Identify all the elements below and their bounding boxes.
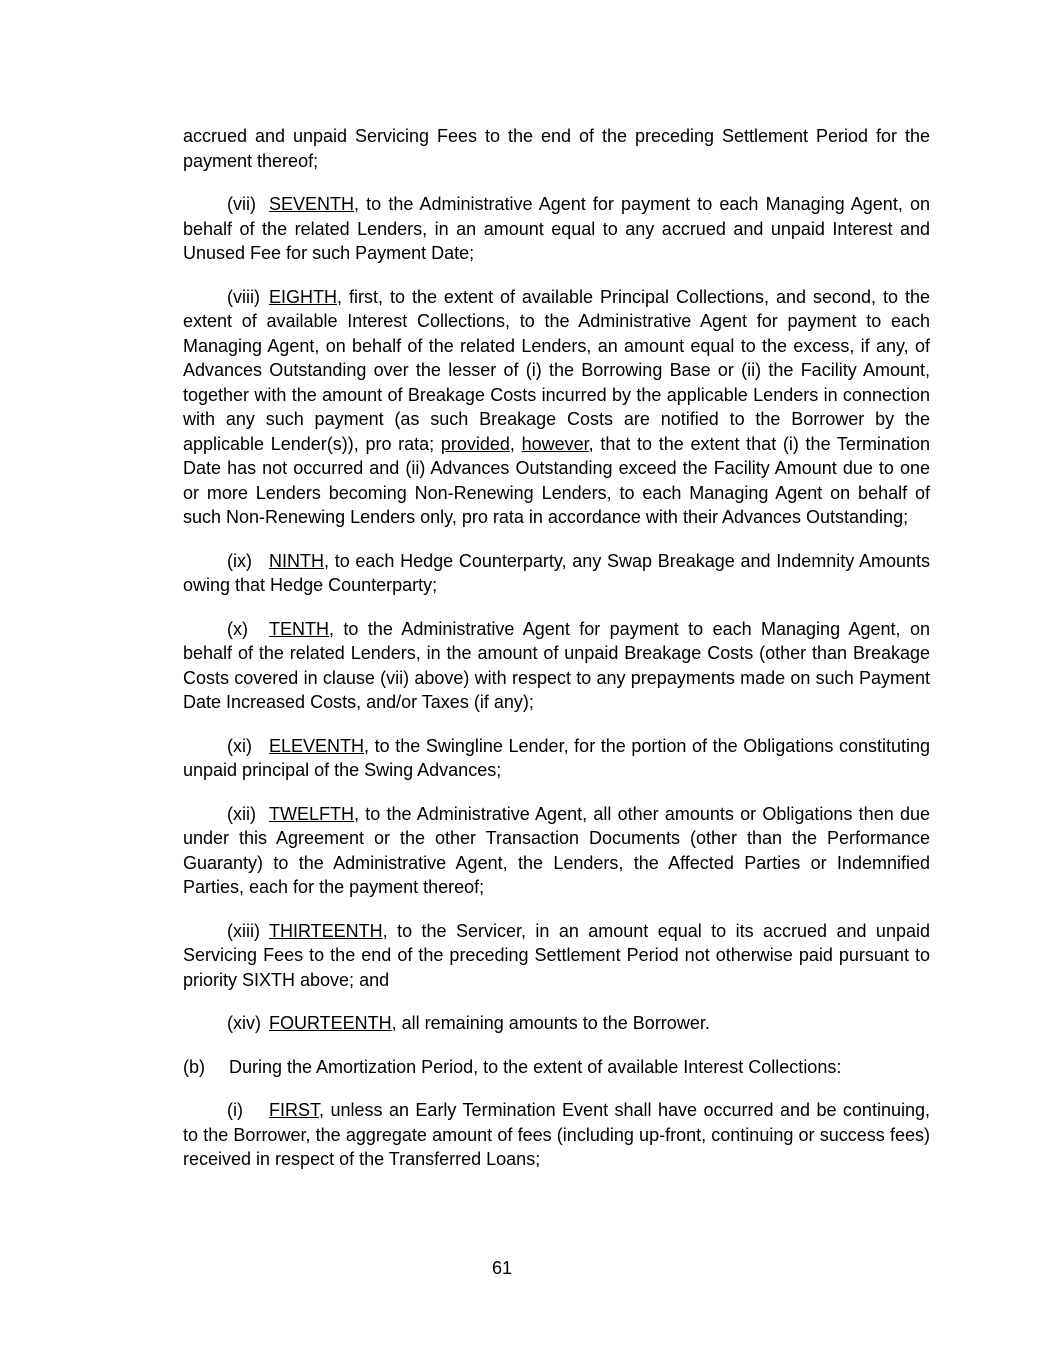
clause-ordinal: FIRST bbox=[269, 1100, 320, 1120]
clause-text: , bbox=[509, 433, 522, 454]
clause-ordinal: NINTH bbox=[269, 550, 324, 571]
paragraph-x bbox=[183, 617, 930, 715]
clause-marker: (xii) bbox=[227, 803, 256, 824]
clause-text: , to the Administrative Agent, all other amounts or Obligations then due under this Agreement or the other Transaction Documents (other than the Performance Guaranty) to the Administrative Agent, the Lenders, the Affected Parties or Indemnified Parties, each for the payment thereof; bbox=[183, 803, 930, 897]
paragraph-viii bbox=[183, 285, 930, 530]
clause-marker: (i) bbox=[227, 1100, 243, 1120]
paragraph-b bbox=[183, 1055, 930, 1080]
clause-marker: (vii) bbox=[227, 194, 256, 214]
clause-text: accrued and unpaid Servicing Fees to the end of the preceding Settlement Period for the payment thereof; bbox=[183, 126, 930, 171]
clause-marker: (xiii) bbox=[227, 920, 260, 941]
clause-ordinal: SEVENTH bbox=[269, 194, 355, 214]
clause-ordinal: however bbox=[521, 433, 589, 454]
clause-ordinal: provided bbox=[440, 433, 510, 454]
clause-text: , that to the extent that (i) the Termination Date has not occurred and (ii) Advances Outstanding exceed the Facility Amount due to one or more Lenders becoming Non-Renewing Lenders, to each Managing Agent on behalf of such Non-Renewing Lenders only, pro rata in accordance with their Advances Outstanding; bbox=[183, 433, 930, 527]
clause-text: , unless an Early Termination Event shall have occurred and be continuing, to the Borrower, the aggregate amount of fees (including up-front, continuing or success fees) received in respect of the Transferred Loans; bbox=[183, 1100, 930, 1169]
paragraph-vii bbox=[183, 192, 930, 266]
paragraph-xii bbox=[183, 802, 930, 900]
paragraph-xi bbox=[183, 734, 930, 783]
page-number: 61 bbox=[491, 1258, 513, 1278]
clause-text: , to the Servicer, in an amount equal to its accrued and unpaid Servicing Fees to the end of the preceding Settlement Period not otherwise paid pursuant to priority SIXTH above; and bbox=[183, 920, 930, 990]
paragraph-xiv bbox=[183, 1011, 930, 1036]
paragraph-ix bbox=[183, 549, 930, 598]
paragraph-i bbox=[183, 1098, 930, 1172]
clause-text: , all remaining amounts to the Borrower. bbox=[391, 1013, 710, 1033]
clause-ordinal: EIGHTH bbox=[269, 286, 338, 307]
clause-marker: (xiv) bbox=[227, 1013, 261, 1033]
clause-ordinal: TENTH bbox=[269, 618, 329, 639]
clause-ordinal: FOURTEENTH bbox=[269, 1013, 392, 1033]
clause-marker: (xi) bbox=[227, 735, 252, 756]
clause-text: , first, to the extent of available Principal Collections, and second, to the extent of available Interest Collections, to the Administrative Agent for payment to each Managing Agent, on behalf of the related Lenders, an amount equal to the excess, if any, of Advances Outstanding over the lesser of (i) the Borrowing Base or (ii) the Facility Amount, together with the amount of Breakage Costs incurred by the applicable Lenders in connection with any such payment (as such Breakage Costs are notified to the Borrower by the applicable Lender(s)), pro rata; bbox=[183, 286, 930, 454]
document-body bbox=[183, 124, 930, 1191]
clause-text: During the Amortization Period, to the extent of available Interest Collections: bbox=[229, 1056, 842, 1077]
clause-text: , to the Administrative Agent for payment to each Managing Agent, on behalf of the related Lenders, in the amount of unpaid Breakage Costs (other than Breakage Costs covered in clause (vii) above) with respect to any prepayments made on such Payment Date Increased Costs, and/or Taxes (if any); bbox=[183, 618, 930, 712]
paragraph-xiii bbox=[183, 919, 930, 993]
clause-ordinal: TWELFTH bbox=[269, 803, 354, 824]
clause-text: , to each Hedge Counterparty, any Swap Breakage and Indemnity Amounts owing that Hedge Counterparty; bbox=[183, 550, 930, 595]
clause-marker: (b) bbox=[183, 1056, 205, 1077]
clause-text: , to the Swingline Lender, for the portion of the Obligations constituting unpaid principal of the Swing Advances; bbox=[183, 735, 930, 780]
clause-marker: (ix) bbox=[227, 550, 252, 571]
clause-ordinal: THIRTEENTH bbox=[269, 920, 383, 941]
paragraph-continuation bbox=[183, 124, 930, 173]
clause-ordinal: ELEVENTH bbox=[269, 735, 365, 756]
clause-marker: (viii) bbox=[227, 286, 260, 307]
clause-marker: (x) bbox=[227, 618, 248, 639]
clause-text: , to the Administrative Agent for payment to each Managing Agent, on behalf of the related Lenders, in an amount equal to any accrued and unpaid Interest and Unused Fee for such Payment Date; bbox=[183, 194, 930, 263]
